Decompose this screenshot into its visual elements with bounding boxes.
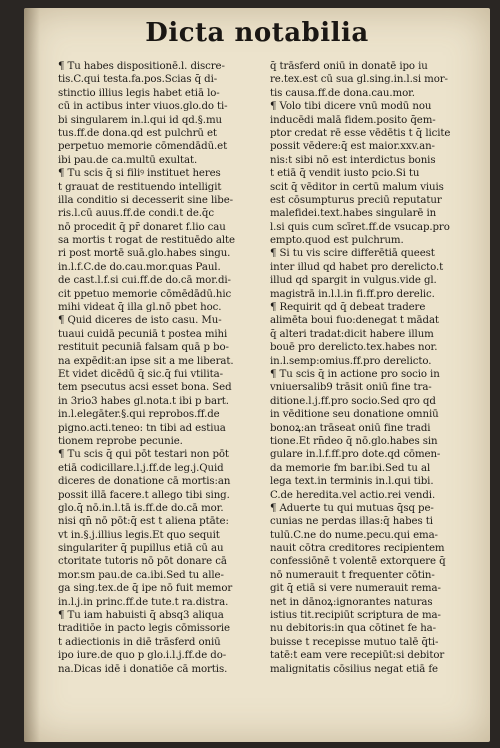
text-line: istius tit.recipiūt scriptura de ma-	[270, 610, 441, 622]
text-line: q̄ trāsferd oniū in donatē ipo iu	[270, 61, 428, 72]
text-line: inter illud qd̄ habet pro derelicto.t	[270, 261, 444, 273]
text-line: git q̄ etiā si vere numerauit rema-	[270, 583, 441, 595]
text-line: mor.sm pau.de ca.ibi.Sed tu alle-	[58, 569, 224, 581]
text-line: diceres de donatione cā mortis:an	[58, 476, 231, 488]
text-line: mihi videat q̄ illa gl.nō pbet hoc.	[58, 302, 222, 314]
page-title: Dicta notabilia	[145, 18, 369, 48]
text-line: q̄ alteri tradat:dicit habere illum	[270, 328, 434, 340]
text-line: sa mortis t rogat de restituēdo alte	[58, 235, 235, 247]
text-line: ¶ Requirit qd̄ q̄ debeat tradere	[270, 302, 426, 314]
text-line: etiā codicillare.l.j.ff.de leg.j.Quid	[58, 462, 224, 474]
text-line: Et videt dicēdū q̄ sic.q̄ fui vtilita-	[58, 368, 223, 380]
text-line: perpetuo memorie cōmendādū.et	[58, 141, 228, 153]
text-line: bouē pro derelicto.tex.habes nor.	[270, 342, 438, 354]
text-line: lega text.in terminis in.l.qui tibi.	[270, 476, 434, 488]
text-line: in.l.elegāter.§.qui reprobos.ff.de	[58, 409, 220, 421]
text-line: vt in.§.j.illius legis.Et quo sequit	[58, 529, 220, 541]
text-line: tione.Et rn̄deo q̄ nō.glo.habes sin	[270, 435, 438, 447]
text-line: bonoꝝ:an trāseat oniū fine tradi	[270, 422, 431, 434]
text-line: ditione.l.j.ff.pro socio.Sed qro qd̄	[270, 395, 436, 407]
text-line: ptor credat rē esse vēdētis t q̄ licite	[270, 127, 451, 139]
text-line: cit ppetuo memorie cōmēdādū.hic	[58, 288, 232, 300]
text-line: bi singularem in.l.qui id qd.§.mu	[58, 114, 222, 126]
left-text-column	[58, 60, 256, 676]
text-line: in.l.f.C.de do.cau.mor.quas Paul.	[58, 261, 221, 273]
text-line: nō numerauit t frequenter cōtin-	[270, 569, 435, 581]
text-line: da memorie fm bar.ibi.Sed tu al	[270, 462, 431, 474]
text-line: in.l.semp:omius.ff.pro derelicto.	[270, 355, 432, 367]
text-line: tionem reprobe pecunie.	[58, 435, 183, 447]
text-line: inducēdi malā fidem.posito q̄em-	[270, 114, 436, 126]
text-line: pigno.acti.teneo: tn tibi ad estiua	[58, 422, 226, 434]
text-line: nu debitoris:in qua cōtinet fe ha-	[270, 623, 436, 635]
text-line: ¶ Tu habes dispositionē.l. discre-	[58, 61, 225, 72]
text-line: ¶ Tu scis q̄ in actione pro socio in	[270, 368, 440, 380]
text-line: gulare in.l.f.ff.pro dote.qd cōmen-	[270, 449, 441, 461]
text-line: glo.q̄ nō.in.l.tā is.ff.de do.cā mor.	[58, 502, 224, 514]
text-line: ¶ Tu iam habuisti q̄ absq3 aliqua	[58, 610, 224, 622]
text-line: tem psecutus acsi esset bona. Sed	[58, 382, 232, 394]
text-line: nauit cōtra creditores recipientem	[270, 543, 445, 555]
text-line: tis.C.qui testa.fa.pos.Scias q̄ di-	[58, 74, 218, 86]
text-line: illud qd̄ spargit in vulgus.vide gl.	[270, 275, 437, 287]
text-line: traditiōe in pacto legis cōmissorie	[58, 623, 230, 635]
text-line: restituit pecuniā falsam quā p bo-	[58, 342, 229, 354]
text-line: stinctio illius legis habet etiā lo-	[58, 87, 220, 99]
text-line: tuaui cuidā pecuniā t postea mihi	[58, 328, 228, 340]
text-line: malignitatis cōsilius negat etiā fe	[270, 663, 438, 675]
text-line: tus.ff.de dona.qd est pulchrū et	[58, 127, 217, 139]
text-line: tis causa.ff.de dona.cau.mor.	[270, 87, 415, 99]
text-line: ri post mortē suā.glo.habes singu.	[58, 248, 231, 260]
text-line: tulū.C.ne do nume.pecu.qui ema-	[270, 529, 438, 541]
text-line: possit vēdere:q̄ est maior.xxv.an-	[270, 141, 435, 153]
text-line: C.de heredita.vel actio.rei vendi.	[270, 489, 436, 501]
text-line: t adiectionis in diē trāsferd oniū	[58, 636, 221, 648]
text-line: tatē:t eam vere recepiūt:si debitor	[270, 650, 445, 662]
text-line: de cast.l.f.si cui.ff.de do.cā mor.di-	[58, 275, 231, 287]
text-line: net in dānoꝝ:ignorantes naturas	[270, 596, 433, 608]
text-line: in 3rio3 habes gl.nota.t ibi p bart.	[58, 395, 229, 407]
text-line: in.l.j.in princ.ff.de tute.t ra.distra.	[58, 596, 229, 608]
document-page	[24, 8, 490, 742]
text-line: ctoritate tutoris nō pōt donare cā	[58, 556, 227, 568]
page-binding-shadow	[24, 8, 40, 742]
text-line: est cōsumpturus preciū reputatur	[270, 194, 442, 206]
text-line: ¶ Tu scis q̄ si filiꝰ instituet heres	[58, 168, 221, 180]
text-line: na expēdit:an ipse sit a me liberat.	[58, 355, 234, 367]
text-line: ¶ Quid diceres de isto casu. Mu-	[58, 315, 222, 327]
text-line: ris.l.cū auus.ff.de condi.t de.q̄c	[58, 208, 214, 220]
text-line: alimēta boui fuo:denegat t mādat	[270, 315, 439, 327]
text-line: possit illā facere.t allego tibi sing.	[58, 489, 230, 501]
text-line: buisse t recepisse mutuo talē q̄ti-	[270, 636, 439, 648]
text-line: nisi qn̄ nō pōt:q̄ est t aliena ptāte:	[58, 516, 229, 528]
text-line: ¶ Volo tibi dicere vnū modū nou	[270, 101, 432, 113]
text-line: ipo iure.de quo p glo.i.l.j.ff.de do-	[58, 650, 227, 662]
text-line: magistrā in.l.l.in fi.ff.pro derelic.	[270, 288, 435, 300]
text-line: scit q̄ vēditor in certū malum viuis	[270, 181, 444, 193]
text-line: t grauat de restituendo intelligit	[58, 181, 222, 193]
text-line: cunias ne perdas illas:q̄ habes ti	[270, 516, 433, 528]
text-line: illa conditio si decesserit sine libe-	[58, 194, 233, 206]
text-line: cū in actibus inter viuos.glo.do ti-	[58, 101, 228, 113]
text-line: singulariter q̄ pupillus etiā cū au	[58, 543, 224, 555]
text-line: t etiā q̄ vendit iusto pcio.Si tu	[270, 168, 420, 180]
text-line: ga sing.tex.de q̄ ipe nō fuit memor	[58, 583, 233, 595]
right-text-column	[270, 60, 468, 676]
text-line: na.Dicas idē i donatiōe cā mortis.	[58, 663, 228, 675]
text-line: ¶ Aduerte tu qui mutuas q̄sq pe-	[270, 502, 434, 514]
text-line: re.tex.est cū sua gl.sing.in.l.si mor-	[270, 74, 448, 86]
text-line: nō procedit q̄ pr̄ donaret f.lio cau	[58, 221, 226, 233]
text-line: confessiōnē t volentē extorquere q̄	[270, 556, 446, 568]
text-line: in vēditione seu donatione omniū	[270, 409, 439, 421]
text-line: l.si quis cum scīret.ff.de vsucap.pro	[270, 221, 450, 233]
text-line: empto.quod est pulchrum.	[270, 235, 404, 247]
text-line: ¶ Si tu vis scire differētiā queest	[270, 248, 435, 260]
text-line: nis:t sibi nō est interdictus bonis	[270, 154, 436, 166]
text-line: ibi pau.de ca.multū exultat.	[58, 154, 198, 166]
text-line: ¶ Tu scis q̄ qui pōt testari non pōt	[58, 449, 229, 461]
text-line: vniuersalib9 trāsit oniū fine tra-	[270, 382, 432, 394]
text-line: malefidei.text.habes singularē in	[270, 208, 437, 220]
